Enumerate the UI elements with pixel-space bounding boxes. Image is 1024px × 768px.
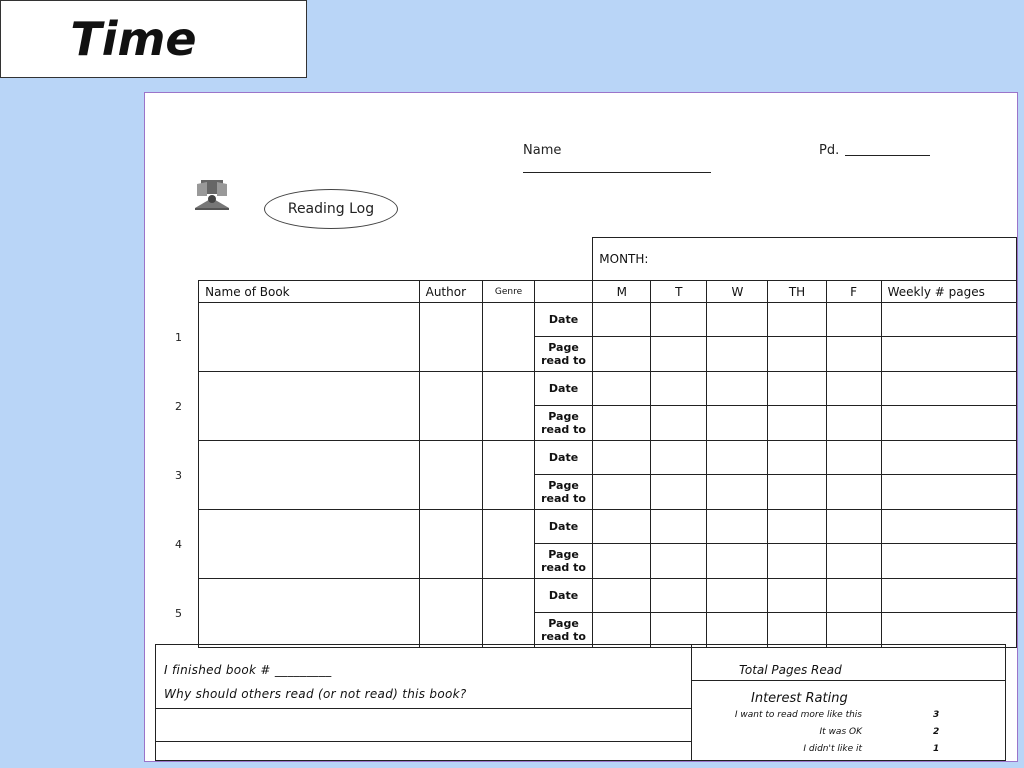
author-cell[interactable] [419,510,483,579]
weekly-pages-cell[interactable] [881,372,1016,406]
col-monday: M [593,281,651,303]
day-date-cell[interactable] [707,372,768,406]
book-name-cell[interactable] [199,303,419,372]
interest-rating-title: Interest Rating [751,691,848,706]
col-wednesday: W [707,281,768,303]
book-name-cell[interactable] [199,579,419,648]
reading-log-table [175,237,1017,648]
day-date-cell[interactable] [768,303,826,337]
day-page-cell[interactable] [707,475,768,510]
month-label: MONTH: [599,252,649,266]
day-date-cell[interactable] [768,372,826,406]
weekly-pages-cell[interactable] [881,510,1016,544]
row-number: 5 [175,606,182,620]
genre-cell[interactable] [483,372,535,441]
name-blank-line[interactable] [523,172,711,173]
day-date-cell[interactable] [651,441,707,475]
day-date-cell[interactable] [593,579,651,613]
genre-cell[interactable] [483,303,535,372]
day-page-cell[interactable] [593,475,651,510]
slide-title: Time [70,12,197,66]
date-label: Date [534,579,592,613]
day-date-cell[interactable] [768,441,826,475]
book-name-cell[interactable] [199,372,419,441]
log-rows [175,303,1017,648]
col-tuesday: T [651,281,707,303]
date-label: Date [534,441,592,475]
row-number: 2 [175,399,182,413]
log-row-date [175,303,1017,337]
name-label: Name [523,143,562,158]
log-row-date [175,579,1017,613]
weekly-pages-cell[interactable] [881,579,1016,613]
row-number: 3 [175,468,182,482]
day-date-cell[interactable] [826,441,881,475]
author-cell[interactable] [419,441,483,510]
genre-cell[interactable] [483,441,535,510]
weekly-pages-cell[interactable] [881,544,1016,579]
slide-title-box [0,0,307,78]
day-date-cell[interactable] [593,372,651,406]
day-page-cell[interactable] [768,475,826,510]
weekly-pages-cell[interactable] [881,475,1016,510]
col-author: Author [419,281,483,303]
col-friday: F [826,281,881,303]
log-row-date [175,510,1017,544]
rating-label: I didn't like it [803,744,862,754]
log-row-date [175,372,1017,406]
day-page-cell[interactable] [707,406,768,441]
rating-label: I want to read more like this [734,710,862,720]
day-date-cell[interactable] [651,579,707,613]
log-row-date [175,441,1017,475]
day-date-cell[interactable] [826,579,881,613]
day-date-cell[interactable] [593,510,651,544]
day-page-cell[interactable] [826,475,881,510]
col-weekly-pages: Weekly # pages [881,281,1016,303]
day-date-cell[interactable] [707,510,768,544]
day-page-cell[interactable] [768,406,826,441]
page-read-to-label: Page read to [534,406,592,441]
date-label: Date [534,303,592,337]
day-date-cell[interactable] [826,303,881,337]
weekly-pages-cell[interactable] [881,441,1016,475]
col-thursday: TH [768,281,826,303]
footer-section [155,644,1006,761]
weekly-pages-cell[interactable] [881,303,1016,337]
total-pages-label: Total Pages Read [739,663,842,677]
day-date-cell[interactable] [768,510,826,544]
day-date-cell[interactable] [593,303,651,337]
col-blank [534,281,592,303]
row-number: 1 [175,330,182,344]
page-read-to-label: Page read to [534,337,592,372]
reading-log-sheet [144,92,1018,762]
day-page-cell[interactable] [826,544,881,579]
day-page-cell[interactable] [707,544,768,579]
day-date-cell[interactable] [707,579,768,613]
day-page-cell[interactable] [651,406,707,441]
day-page-cell[interactable] [768,544,826,579]
recommendation-question: Why should others read (or not read) this book? [164,687,467,701]
answer-line-1[interactable] [156,708,691,709]
day-page-cell[interactable] [651,613,707,648]
day-page-cell[interactable] [651,544,707,579]
day-date-cell[interactable] [707,441,768,475]
book-name-cell[interactable] [199,441,419,510]
day-page-cell[interactable] [651,475,707,510]
col-book: Name of Book [199,281,419,303]
weekly-pages-cell[interactable] [881,337,1016,372]
period-label: Pd. [819,143,840,158]
page-read-to-label: Page read to [534,613,592,648]
genre-cell[interactable] [483,510,535,579]
day-date-cell[interactable] [593,441,651,475]
rating-label: It was OK [819,727,862,737]
rating-value: 3 [933,710,940,720]
day-page-cell[interactable] [651,337,707,372]
date-label: Date [534,372,592,406]
rating-value: 1 [933,744,940,754]
weekly-pages-cell[interactable] [881,406,1016,441]
rating-value: 2 [933,727,940,737]
answer-line-2[interactable] [156,741,691,742]
day-page-cell[interactable] [707,613,768,648]
day-page-cell[interactable] [707,337,768,372]
reading-log-logo-text: Reading Log [287,201,375,217]
day-page-cell[interactable] [593,613,651,648]
day-page-cell[interactable] [593,544,651,579]
month-cell[interactable] [593,238,1017,281]
author-cell[interactable] [419,303,483,372]
day-date-cell[interactable] [651,303,707,337]
author-cell[interactable] [419,579,483,648]
day-page-cell[interactable] [593,406,651,441]
day-date-cell[interactable] [826,372,881,406]
page-read-to-label: Page read to [534,544,592,579]
page-read-to-label: Page read to [534,475,592,510]
day-date-cell[interactable] [651,372,707,406]
day-date-cell[interactable] [768,579,826,613]
date-label: Date [534,510,592,544]
day-date-cell[interactable] [707,303,768,337]
day-page-cell[interactable] [768,337,826,372]
col-genre: Genre [483,281,535,303]
period-blank-line[interactable] [845,155,930,156]
day-page-cell[interactable] [768,613,826,648]
book-name-cell[interactable] [199,510,419,579]
author-cell[interactable] [419,372,483,441]
reading-log-logo [264,189,398,229]
day-page-cell[interactable] [826,613,881,648]
day-page-cell[interactable] [826,406,881,441]
day-page-cell[interactable] [593,337,651,372]
day-date-cell[interactable] [826,510,881,544]
book-reader-icon [193,178,231,212]
day-date-cell[interactable] [651,510,707,544]
genre-cell[interactable] [483,579,535,648]
row-number: 4 [175,537,182,551]
day-page-cell[interactable] [826,337,881,372]
weekly-pages-cell[interactable] [881,613,1016,648]
finished-book-label[interactable]: I finished book # _________ [164,663,332,677]
